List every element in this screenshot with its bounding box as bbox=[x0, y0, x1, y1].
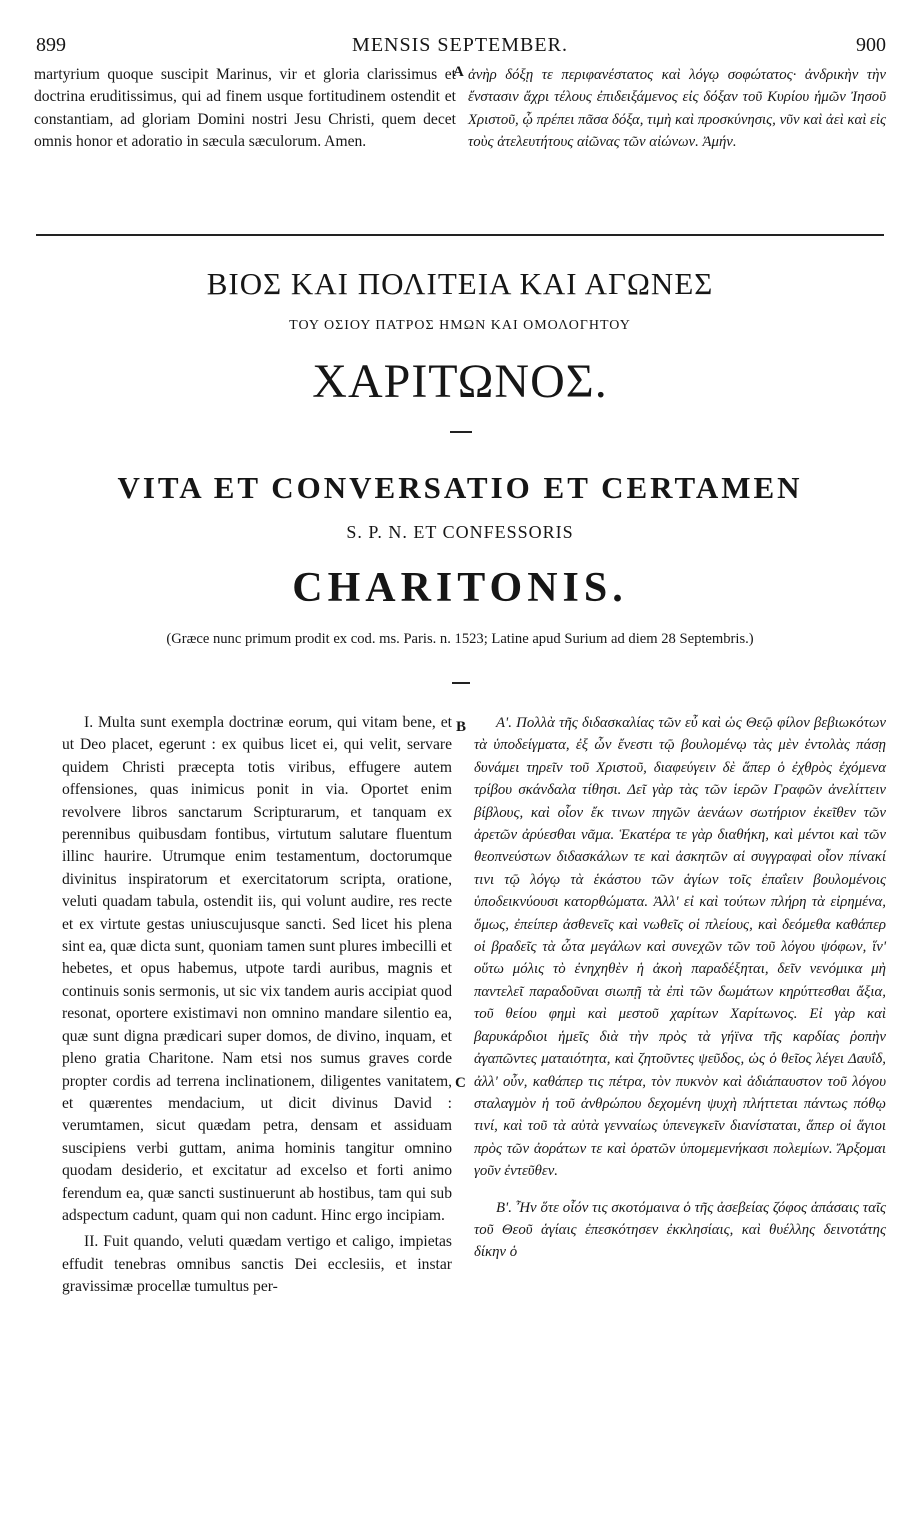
latin-subtitle: S. P. N. ET CONFESSORIS bbox=[346, 522, 574, 542]
greek-title: ΒΙΟΣ ΚΑΙ ΠΟΛΙΤΕΙΑ ΚΑΙ ΑΓΩΝΕΣ bbox=[206, 266, 714, 301]
top-latin-column bbox=[34, 64, 456, 154]
top-greek-column bbox=[468, 64, 886, 154]
greek-paragraph-2: Β'. Ἦν ὅτε οἷόν τις σκοτόμαινα ὁ τῆς ἀσεβείας ζόφος ἁπάσαις ταῖς τοῦ Θεοῦ ἁγίαις ἐπεσκότησεν ἐκκλησίαις, καὶ θυέλλης δεινοτάτης δίκην ὁ bbox=[474, 1199, 886, 1261]
latin-paragraph-1: I. Multa sunt exempla doctrinæ eorum, qui vitam bene, et ut Deo placet, egerunt : ex quibus licet ei, qui velit, servare quidem Christi præcepta totis viribus, effugere autem offensiones, quas inimicus ponit in via. Oportet enim revolvere libros sanctarum Scripturarum, et tanquam ex perennibus quibusdam fontibus, virtutum salutare fluentum illinc haurire. Utrumque enim testamentum, doctorumque divinitus inspiratorum et exercitatorum scripta, oratione, veluti quadam tabula, ostendit iis, qui volunt audire, res recte et ex virtute gestas uniuscujusque sancti. Sed licet his plena sint ea, quæ dicta sunt, quoniam tamen sunt plures imbecilli et hebetes, et opus habemus, utpote tardi auribus, magnis et continuis sonis sermonis, ut sic vix tandem auris accipiat quod resonat, oportere existimavi non omnino mandare silentio ea, quæ sunt digna prædicari super domos, de divino, inquam, et pleno gratia Charitone. Nam etsi nos sumus graves corde propter cordis ad terrena inclinationem, diligentes vanitatem, et quærentes mendacium, ut dicit divinus David : verumtamen, sicut quædam petra, densam et assiduam suscipiens verbi guttam, anima hominis tangitur omnino quodam desiderio, et excitatur ad excelso et forti animo ferendum ea, quæ sancti sustinuerunt ab hostibus, tam qui sub adspectum cadunt, quam qui non cadunt. Hinc ergo incipiam. bbox=[62, 714, 452, 1224]
title-dash bbox=[450, 431, 472, 433]
greek-paragraph-1: Α'. Πολλὰ τῆς διδασκαλίας τῶν εὖ καὶ ὡς Θεῷ φίλον βεβιωκότων τὰ ὑποδείγματα, ἐξ ὧν ἔνεστι τῷ βουλομένῳ τὰς μὲν ἐντολὰς πάσῃ δυνάμει τηρεῖν τοῦ Χριστοῦ, διαφεύγειν δὲ ἅπερ ὁ ἐχθρὸς ἐχόμενα τρίβου σκάνδαλα τίθησι. Δεῖ γὰρ τὰς τῶν ἱερῶν Γραφῶν ἀνελίττειν βίβλους, καὶ οἷον ἔκ τινων πηγῶν ἀενάων σωτήριον ἐκεῖθεν τῶν ἀρετῶν ἀρύεσθαι νᾶμα. Ἑκατέρα τε γὰρ διαθήκη, καὶ μέντοι καὶ τῶν θεοπνεύστων διδασκάλων τε καὶ ἀσκητῶν αἱ συγγραφαὶ οἷον πίνακί τινι τῷ λόγῳ τὰ ἑκάστου τῶν ἁγίων τοῖς ἐπαΐειν βουλομένοις ὑποδεικνύουσι κατορθώματα. Ἀλλ' εἰ καὶ τούτων πλήρη τὰ εἰρημένα, ὅμως, ἐπείπερ ἀσθενεῖς καὶ νωθεῖς οἱ πλείους, καὶ δεόμεθα καθάπερ οἱ βραδεῖς τὰ ὦτα μεγάλων καὶ συνεχῶν τῶν τοῦ λόγου ψόφων, ἵν' οὕτω μόλις τὸ ἐνηχηθὲν ἡ ἀκοὴ παραδέξηται, δεῖν νενόμικα μὴ παντελεῖ παραδοῦναι σιωπῇ τὰ ἐπὶ τῶν δωμάτων κηρύττεσθαι ἄξια, τοῦ θείου φημὶ καὶ μεστοῦ χαρίτων Χαρίτωνος. Εἰ γὰρ καὶ βαρυκάρδιοι ἡμεῖς διὰ τὴν πρὸς τὰ γήϊνα τῆς καρδίας ῥοπὴν ἀγαπῶντες ματαιότητα, καὶ ζητοῦντες ψεῦδος, ὡς ὁ θεῖος λέγει Δαυΐδ, ἀλλ' οὖν, καθάπερ τις πέτρα, τὸν πυκνὸν καὶ ἀδιάπαυστον τοῦ λόγου σταλαγμὸν ἡ τοῦ ἀνθρώπου δεχομένη ψυχὴ πλήττεται πάντως πόθῳ τινί, καὶ τοῦ τὰ αὐτὰ γενναίως ὑπενεγκεῖν διανίσταται, ἅπερ οἱ ἅγιοι πρὸς τῶν ἀοράτων τε καὶ ὁρατῶν ὑπομεμενήκασι πολεμίων. Ἄρξομαι γοῦν ἐντεῦθεν. bbox=[474, 715, 886, 1180]
divider-rule bbox=[36, 234, 884, 236]
source-note: (Græce nunc primum prodit ex cod. ms. Paris. n. 1523; Latine apud Surium ad diem 28 Septembris.) bbox=[166, 631, 754, 647]
section-marker-a: A bbox=[453, 64, 464, 80]
page-number-right: 900 bbox=[856, 34, 886, 56]
latin-body-column bbox=[62, 712, 452, 1299]
latin-saint-name: CHARITONIS. bbox=[292, 565, 628, 611]
page-number-left: 899 bbox=[36, 34, 66, 56]
top-latin-paragraph: martyrium quoque suscipit Marinus, vir et gloria clarissimus et doctrina eruditissimus, qui ad finem usque fortitudinem ostendit et constantiam, ad gloriam Domini nostri Jesu Christi, quem decet omnis honor et adoratio in sæcula sæculorum. Amen. bbox=[34, 66, 456, 151]
greek-subtitle: ΤΟΥ ΟΣΙΟΥ ΠΑΤΡΟΣ ΗΜΩΝ ΚΑΙ ΟΜΟΛΟΓΗΤΟΥ bbox=[289, 318, 631, 333]
greek-body-column bbox=[474, 712, 886, 1264]
section-marker-c: C bbox=[455, 1075, 466, 1091]
running-title: MENSIS SEPTEMBER. bbox=[352, 34, 568, 56]
latin-paragraph-2: II. Fuit quando, veluti quædam vertigo et caligo, impietas effudit tenebras omnibus sanctis Dei ecclesiis, et instar gravissimæ procellæ tumultus per- bbox=[62, 1233, 452, 1296]
latin-title: VITA ET CONVERSATIO ET CERTAMEN bbox=[117, 470, 803, 505]
top-greek-paragraph: ἀνὴρ δόξῃ τε περιφανέστατος καὶ λόγῳ σοφώτατος· ἀνδρικὴν τὴν ἔνστασιν ἄχρι τέλους ἐπιδειξάμενος εἰς δόξαν τοῦ Κυρίου ἡμῶν Ἰησοῦ Χριστοῦ, ᾧ πρέπει πᾶσα δόξα, τιμὴ καὶ προσκύνησις, νῦν καὶ ἀεὶ καὶ εἰς τοὺς ἀτελευτήτους αἰῶνας τῶν αἰώνων. Ἀμήν. bbox=[468, 67, 886, 151]
section-marker-b: B bbox=[456, 719, 467, 735]
heading-dash bbox=[452, 682, 470, 684]
running-head bbox=[30, 34, 890, 64]
greek-saint-name: ΧΑΡΙΤΩΝΟΣ. bbox=[312, 355, 608, 408]
